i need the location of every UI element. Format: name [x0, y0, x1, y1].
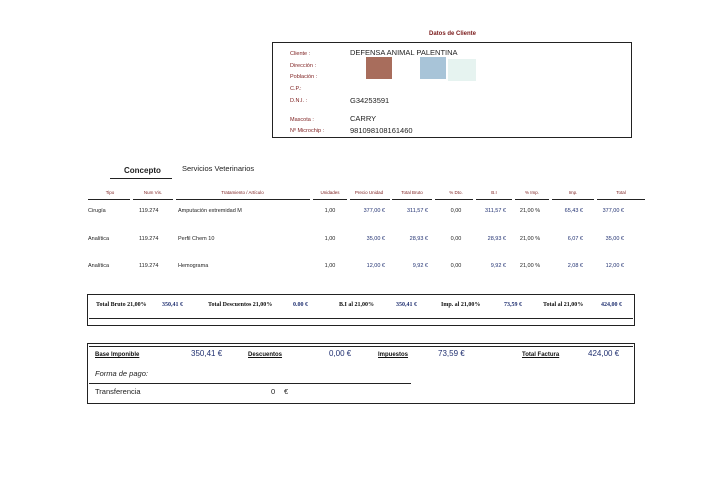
client-label: Cliente :: [290, 51, 311, 57]
cell-precio: 12,00 €: [366, 263, 385, 269]
cell-tratamiento: Amputación extremidad M: [178, 208, 242, 214]
concept-label: Concepto: [124, 166, 161, 175]
imp-label: Imp. al 21,00%: [441, 302, 481, 308]
header-underline: [597, 199, 645, 200]
cell-num: 119.274: [139, 236, 159, 242]
cell-unidades: 1,00: [324, 263, 336, 269]
dni-label: D.N.I. :: [290, 98, 308, 104]
header-imp: Imp.: [568, 190, 578, 195]
cell-imp-pct: 21,00 %: [519, 263, 541, 269]
impuestos-label: Impuestos: [378, 352, 409, 358]
base-imponible-label: Base Imponible: [95, 352, 140, 358]
header-underline: [176, 199, 310, 200]
header-tratamiento: Tratamiento / Artículo: [221, 190, 264, 195]
totals-box: [87, 294, 635, 326]
dni-value: G34253591: [350, 96, 390, 105]
bi-value: 350,41 €: [396, 302, 417, 308]
total-bruto-value: 350,41 €: [162, 302, 183, 308]
cell-unidades: 1,00: [324, 208, 336, 214]
header-dto: % Dto.: [449, 190, 463, 195]
total-descuentos-value: 0.00 €: [293, 302, 308, 308]
total-value: 424,00 €: [601, 302, 622, 308]
header-bi: B.I: [491, 190, 497, 195]
header-total-bruto: Total Bruto: [401, 190, 423, 195]
total-bruto-label: Total Bruto 21,00%: [96, 302, 147, 308]
cell-tratamiento: Hemograma: [178, 263, 209, 269]
redacted-extra-block: [448, 59, 476, 81]
cell-total: 35,00 €: [605, 236, 624, 242]
header-underline: [313, 199, 347, 200]
header-imp-pct: % Imp.: [524, 190, 539, 195]
cell-bruto: 28,93 €: [409, 236, 428, 242]
bi-label: B.I al 21,00%: [339, 302, 375, 308]
cell-tipo: Cirugía: [88, 208, 106, 214]
header-tipo: Tipo: [105, 190, 115, 195]
header-precio-unidad: Precio Unidad: [354, 190, 384, 195]
pet-label: Mascota :: [290, 117, 314, 123]
cell-precio: 35,00 €: [366, 236, 385, 242]
header-total: Total: [616, 190, 626, 195]
total-factura-label: Total Factura: [522, 352, 560, 358]
cell-imp: 2,08 €: [567, 263, 583, 269]
cell-dto: 0,00: [450, 236, 462, 242]
header-unidades: Unidades: [320, 190, 340, 195]
payment-amount: 0: [271, 387, 276, 396]
postal-code-label: C.P.:: [290, 86, 302, 92]
cell-bi: 9,92 €: [490, 263, 506, 269]
total-label: Total al 21,00%: [543, 302, 584, 308]
redacted-address-block: [366, 57, 392, 79]
redacted-city-block: [420, 57, 446, 79]
summary-top-rule: [89, 346, 633, 347]
cell-bruto: 9,92 €: [412, 263, 428, 269]
concept-underline: [110, 178, 172, 179]
cell-tipo: Analítica: [88, 236, 110, 242]
header-underline: [515, 199, 549, 200]
cell-bi: 311,57 €: [484, 208, 506, 214]
client-section-title: Datos de Cliente: [428, 31, 476, 37]
client-data-box: [272, 42, 632, 138]
base-imponible-value: 350,41 €: [191, 349, 223, 358]
cell-imp-pct: 21,00 %: [519, 236, 541, 242]
cell-dto: 0,00: [450, 208, 462, 214]
cell-num: 119.274: [139, 263, 159, 269]
payment-method-rule: [89, 383, 411, 384]
header-num-vis: Num Vis.: [143, 190, 163, 195]
payment-method-value: Transferencia: [95, 387, 141, 396]
header-underline: [435, 199, 473, 200]
cell-imp: 65,43 €: [564, 208, 583, 214]
payment-method-label: Forma de pago:: [95, 369, 148, 378]
cell-tipo: Analítica: [88, 263, 110, 269]
cell-imp-pct: 21,00 %: [519, 208, 541, 214]
header-underline: [350, 199, 390, 200]
cell-imp: 6,07 €: [567, 236, 583, 242]
microchip-value: 981098108161460: [350, 126, 413, 135]
cell-bi: 28,93 €: [487, 236, 506, 242]
client-value: DEFENSA ANIMAL PALENTINA: [350, 48, 458, 57]
cell-total: 12,00 €: [605, 263, 624, 269]
cell-precio: 377,00 €: [363, 208, 385, 214]
city-label: Población :: [290, 74, 318, 80]
impuestos-value: 73,59 €: [438, 349, 465, 358]
header-underline: [476, 199, 512, 200]
descuentos-label: Descuentos: [248, 352, 283, 358]
cell-total: 377,00 €: [602, 208, 624, 214]
header-underline: [88, 199, 130, 200]
cell-num: 119.274: [139, 208, 159, 214]
imp-value: 73,59 €: [504, 302, 522, 308]
totals-inner-rule: [89, 318, 633, 319]
header-underline: [392, 199, 432, 200]
descuentos-value: 0,00 €: [329, 349, 352, 358]
cell-tratamiento: Perfil Chem 10: [178, 236, 215, 242]
address-label: Dirección :: [290, 63, 316, 69]
cell-dto: 0,00: [450, 263, 462, 269]
payment-currency: €: [284, 387, 289, 396]
total-descuentos-label: Total Descuentos 21,00%: [208, 302, 273, 308]
cell-unidades: 1,00: [324, 236, 336, 242]
microchip-label: Nº Microchip :: [290, 128, 325, 134]
header-underline: [133, 199, 173, 200]
total-factura-value: 424,00 €: [588, 349, 620, 358]
cell-bruto: 311,57 €: [406, 208, 428, 214]
concept-value: Servicios Veterinarios: [182, 164, 255, 173]
header-underline: [552, 199, 594, 200]
pet-value: CARRY: [350, 114, 377, 123]
